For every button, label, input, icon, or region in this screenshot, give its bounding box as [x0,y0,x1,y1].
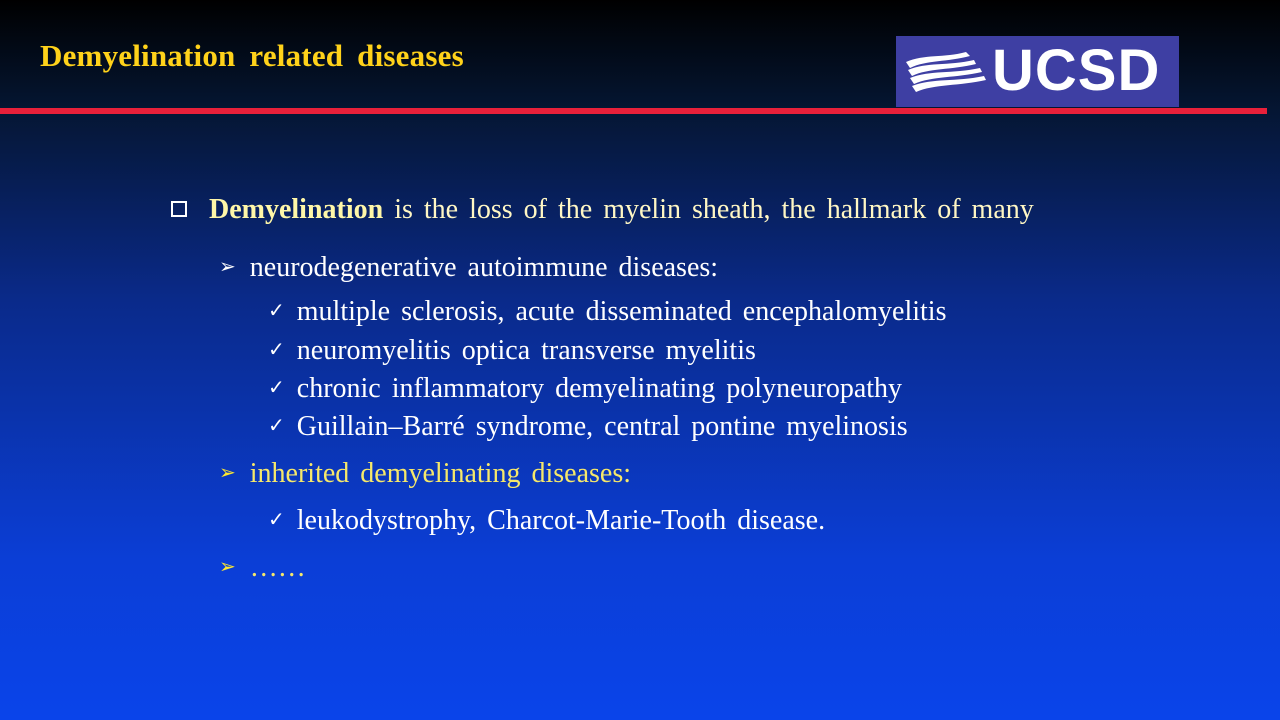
group-heading-label: inherited demyelinating diseases: [249,458,631,489]
list-item [268,332,756,368]
list-item [268,370,902,406]
intro-text: is the loss of the myelin sheath, the hallmark of many [394,194,1034,225]
group-heading-ellipsis [219,549,306,585]
square-bullet-icon [171,201,187,217]
ucsd-logo [896,36,1179,107]
group-heading-label: …… [249,552,306,583]
arrow-bullet-icon: ➢ [219,254,236,278]
list-item-label: Guillain–Barré syndrome, central pontine myelinosis [296,411,908,442]
list-item [268,502,825,538]
checkmark-icon: ✓ [268,375,285,399]
intro-term: Demyelination [209,194,384,225]
slide-title: Demyelination related diseases [40,38,464,73]
list-item-label: leukodystrophy, Charcot-Marie-Tooth disease. [296,505,826,536]
list-item-label: multiple sclerosis, acute disseminated encephalomyelitis [296,296,947,327]
ucsd-wave-icon [904,48,988,96]
group-heading-autoimmune [219,249,718,285]
checkmark-icon: ✓ [268,337,285,361]
checkmark-icon: ✓ [268,507,285,531]
list-item-label: neuromyelitis optica transverse myelitis [296,335,756,366]
title-divider [0,108,1267,114]
arrow-bullet-icon: ➢ [219,554,236,578]
checkmark-icon: ✓ [268,298,285,322]
arrow-bullet-icon: ➢ [219,460,236,484]
group-heading-label: neurodegenerative autoimmune diseases: [249,252,719,283]
list-item-label: chronic inflammatory demyelinating polyneuropathy [296,373,903,404]
logo-text: UCSD [992,38,1161,103]
list-item [268,293,946,329]
intro-bullet [171,193,1034,227]
list-item [268,408,908,444]
checkmark-icon: ✓ [268,413,285,437]
group-heading-inherited [219,455,631,491]
